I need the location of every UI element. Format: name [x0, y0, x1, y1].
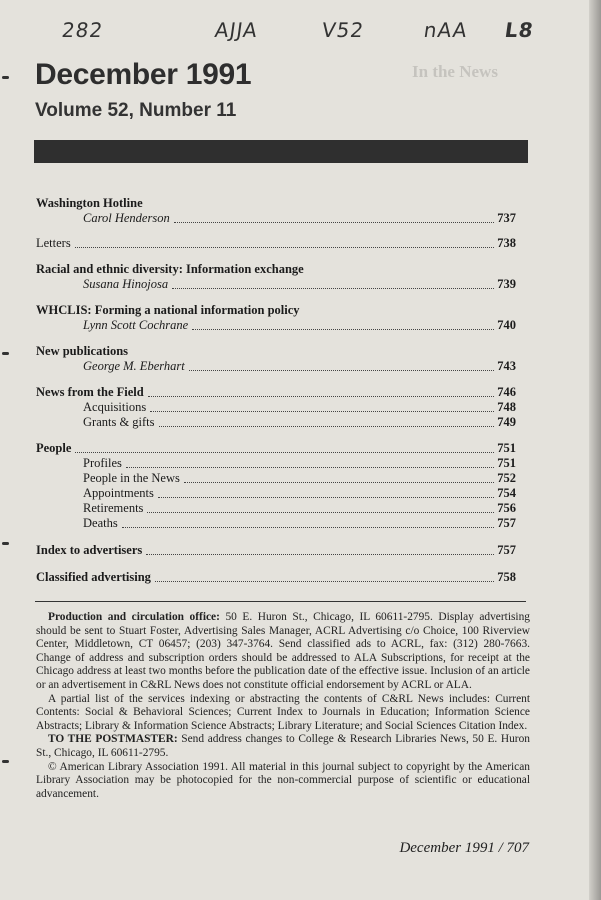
section-divider — [35, 601, 526, 602]
toc-subtitle: Deaths — [83, 516, 118, 530]
production-office-text: 50 E. Huron St., Chicago, IL 60611-2795. Display advertising should be sent to Stuart Foster, Advertising Sales Manager, ACRL Advertising c/o Choice, 100 Riverview Center, Middletown, CT 06457; (203) 347-3764. Send classified ads to ACRL, fax: (312) 280-7663. Change of address and subscription orders should be addressed to ALA Subscriptions, for receipt at the Chicago address at least two months before the publication date of the effective issue. Inclusion of an article or an advertisement in C&RL News does not constitute official endorsement by ACRL or ALA. — [36, 611, 530, 691]
binding-mark — [2, 542, 9, 545]
production-office-paragraph — [36, 611, 530, 693]
masthead-bar — [34, 140, 528, 163]
toc-title: Classified advertising — [36, 570, 151, 584]
toc-title: Washington Hotline — [36, 196, 143, 210]
toc-author: Susana Hinojosa — [83, 277, 169, 291]
handwritten-note-4: nAA — [422, 18, 470, 42]
copyright-paragraph: © American Library Association 1991. All material in this journal subject to copyright by the American Library Association may be photocopied for the non-commercial purpose of scientific or educational advancement. — [36, 760, 530, 800]
toc-page: 743 — [497, 359, 516, 373]
toc-page: 748 — [497, 400, 516, 414]
toc-subtitle: Grants & gifts — [83, 415, 155, 429]
toc-entry-racial-ethnic-diversity — [36, 262, 516, 292]
toc-subtitle: Appointments — [83, 486, 154, 500]
toc-entry-people — [36, 441, 516, 531]
handwritten-note-3: V52 — [320, 18, 366, 42]
production-office-label: Production and circulation office: — [48, 611, 220, 623]
binding-mark — [2, 352, 9, 355]
toc-author: George M. Eberhart — [83, 359, 185, 373]
handwritten-note-5: L8 — [503, 18, 536, 42]
page-folio: December 1991 / 707 — [399, 840, 529, 856]
postmaster-paragraph — [36, 733, 530, 760]
page-edge-shadow — [589, 0, 601, 900]
toc-page: 754 — [497, 486, 516, 500]
toc-page: 739 — [497, 277, 516, 291]
toc-subtitle: Profiles — [83, 456, 122, 470]
toc-entry-whclis — [36, 303, 516, 333]
publication-info — [36, 611, 530, 801]
toc-author: Carol Henderson — [83, 211, 170, 225]
indexing-paragraph: A partial list of the services indexing or abstracting the contents of C&RL News includes: Current Contents: Social & Behavioral Sciences; Current Index to Journals in Education; Information Science Abstracts; Library & Information Science Abstracts; Library Literature; and Social Sciences Citation Index. — [36, 692, 530, 732]
issue-date: December 1991 — [35, 58, 252, 91]
postmaster-text: Send address changes to College & Research Libraries News, 50 E. Huron St., Chicago, IL 60611-2795. — [36, 733, 530, 759]
toc-title: Racial and ethnic diversity: Information exchange — [36, 262, 304, 276]
toc-page: 738 — [497, 236, 516, 250]
toc-title: News from the Field — [36, 385, 144, 399]
toc-page: 758 — [497, 570, 516, 584]
binding-mark — [2, 76, 9, 79]
toc-page: 746 — [497, 385, 516, 399]
toc-page: 757 — [497, 516, 516, 530]
toc-page: 757 — [497, 543, 516, 557]
toc-page: 751 — [497, 456, 516, 470]
show-through-heading: In the News — [412, 62, 498, 81]
toc-title: New publications — [36, 344, 129, 358]
toc-title: People — [36, 441, 72, 455]
toc-page: 749 — [497, 415, 516, 429]
toc-page: 752 — [497, 471, 516, 485]
postmaster-label: TO THE POSTMASTER: — [48, 733, 178, 746]
toc-page: 756 — [497, 501, 516, 515]
handwritten-note-1: 282 — [60, 18, 105, 42]
toc-page: 751 — [497, 441, 516, 455]
toc-page: 737 — [497, 211, 516, 225]
toc-subtitle: People in the News — [83, 471, 180, 485]
handwritten-note-2: AJJA — [213, 18, 260, 42]
toc-subtitle: Retirements — [83, 501, 144, 515]
toc-entry-news-from-the-field — [36, 385, 516, 430]
toc-entry-new-publications — [36, 344, 516, 374]
binding-mark — [2, 760, 9, 763]
issue-volume: Volume 52, Number 11 — [35, 100, 237, 121]
toc-title: Index to advertisers — [36, 543, 143, 557]
toc-entry-letters — [36, 236, 516, 251]
toc-title: Letters — [36, 236, 71, 250]
table-of-contents — [36, 196, 516, 585]
toc-entry-index-to-advertisers — [36, 543, 516, 558]
toc-title: WHCLIS: Forming a national information policy — [36, 303, 300, 317]
toc-page: 740 — [497, 318, 516, 332]
toc-entry-classified-advertising — [36, 570, 516, 585]
toc-author: Lynn Scott Cochrane — [83, 318, 189, 332]
toc-subtitle: Acquisitions — [83, 400, 147, 414]
toc-entry-washington-hotline — [36, 196, 516, 226]
